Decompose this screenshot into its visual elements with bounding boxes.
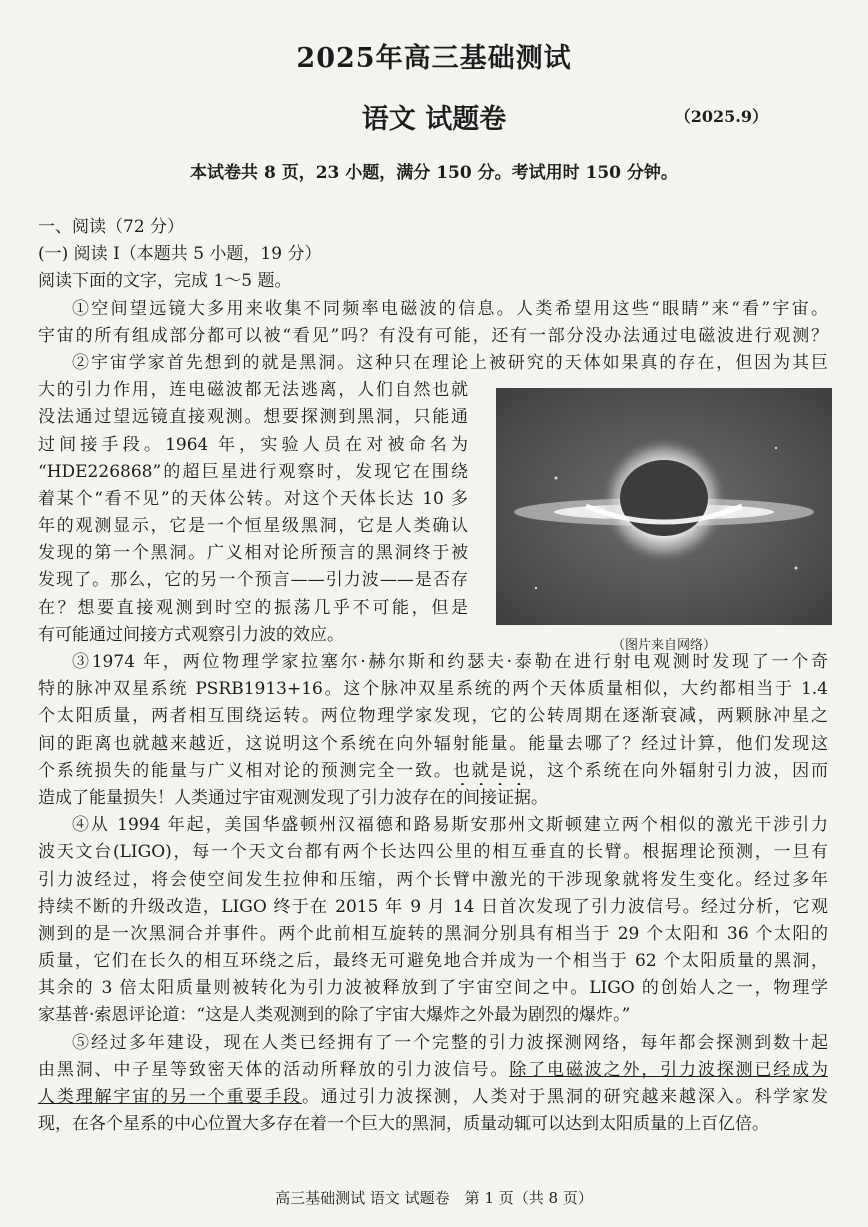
para2-line: 发现的第一个黑洞。广义相对论所预言的黑洞终于被: [38, 543, 468, 564]
underlined-text: 人类理解宇宙的另一个重要手段: [38, 1087, 302, 1107]
para2-line: ②宇宙学家首先想到的就是黑洞。这种只在理论上被研究的天体如果真的存在，但因为其巨: [72, 352, 828, 373]
para2-line: “HDE226868”的超巨星进行观察时，发现它在围绕: [38, 461, 468, 482]
para5-line: 现，在各个星系的中心位置大多存在着一个巨大的黑洞，质量动辄可以达到太阳质量的上百亿倍。: [38, 1114, 769, 1135]
para5-text: 。通过引力波探测，人类对于黑洞的研究越来越深入。科学家发: [301, 1087, 828, 1107]
black-hole-illustration: [496, 388, 832, 625]
section-subheading: (一) 阅读 I（本题共 5 小题，19 分）: [38, 244, 322, 265]
para5-line: ⑤经过多年建设，现在人类已经拥有了一个完整的引力波探测网络，每年都会探测到数十起: [72, 1032, 828, 1053]
para2-line: 大的引力作用，连电磁波都无法逃离，人们自然也就: [38, 380, 468, 401]
exam-subtitle: 语文 试题卷: [361, 104, 507, 135]
para3-text: 个系统损失的能量与广义相对论的预测完全一致。: [38, 760, 453, 781]
para5-line: [38, 1084, 828, 1111]
para4-line: 家基普·索恩评论道：“这是人类观测到的除了宇宙大爆炸之外最为剧烈的爆炸。”: [38, 1005, 631, 1026]
para3-line: [38, 758, 828, 785]
para4-line: 持续不断的升级改造，LIGO 终于在 2015 年 9 月 14 日首次发现了引力波信号。经过分析，它观: [38, 896, 828, 917]
para3-line: ③1974 年，两位物理学家拉塞尔·赫尔斯和约瑟夫·泰勒在进行射电观测时发现了一个奇: [72, 652, 828, 672]
para5-text: 由黑洞、中子星等致密天体的活动所释放的引力波信号。: [38, 1059, 510, 1080]
para3-line: 个太阳质量，两者相互围绕运转。两位物理学家发现，它的公转周期在逐渐衰减，两颗脉冲星之: [38, 706, 828, 727]
para3-line: 特的脉冲双星系统 PSRB1913+16。这个脉冲双星系统的两个天体质量相似，大约都相当于 1.4: [38, 679, 828, 700]
para2-line: 过间接手段。1964 年，实验人员在对被命名为: [38, 434, 468, 455]
para1-line: 宇宙的所有组成部分都可以被“看见”吗？有没有可能，还有一部分没办法通过电磁波进行观测？: [38, 325, 828, 346]
underlined-text: 除了电磁波之外，引力波探测已经成为: [509, 1059, 828, 1080]
para2-line: 有可能通过间接方式观察引力波的效应。: [38, 624, 344, 645]
emphasis-text: 也就是说: [452, 760, 529, 781]
para2-line: 年的观测显示，它是一个恒星级黑洞，它是人类确认: [38, 516, 468, 537]
section-instruction: 阅读下面的文字，完成 1～5 题。: [38, 271, 292, 292]
para5-line: [38, 1057, 828, 1084]
para4-line: 其余的 3 倍太阳质量则被转化为引力波被释放到了宇宙空间之中。LIGO 的创始人之一，物理学: [38, 978, 828, 999]
exam-notice: 本试卷共 8 页，23 小题，满分 150 分。考试用时 150 分钟。: [190, 163, 678, 183]
exam-title: 2025年高三基础测试: [296, 43, 572, 74]
para1-line: ①空间望远镜大多用来收集不同频率电磁波的信息。人类希望用这些“眼睛”来“看”宇宙。: [72, 298, 828, 319]
para4-line: 测到的是一次黑洞合并事件。两个此前相互旋转的黑洞分别具有相当于 29 个太阳和 36 个太阳的: [38, 923, 828, 944]
para4-line: 质量，它们在长久的相互环绕之后，最终无可避免地合并成为一个相当于 62 个太阳质量的黑洞，: [38, 951, 828, 972]
para2-line: 没法通过望远镜直接观测。想要探测到黑洞，只能通: [38, 407, 468, 428]
black-hole-image: [496, 388, 832, 625]
section-heading: 一、阅读（72 分）: [38, 217, 185, 237]
para2-line: 着某个“看不见”的天体公转。对这个天体长达 10 多: [38, 488, 468, 509]
exam-date: （2025.9）: [674, 107, 768, 126]
page-footer: 高三基础测试 语文 试题卷 第 1 页（共 8 页）: [275, 1189, 593, 1207]
para2-line: 发现了。那么，它的另一个预言——引力波——是否存: [38, 570, 468, 591]
para4-line: 波天文台(LIGO)，每一个天文台都有两个长达四公里的相互垂直的长臂。根据理论预测，一旦有: [38, 842, 828, 863]
figure-caption: （图片来自网络）: [611, 638, 716, 653]
para3-line: 间的距离也就越来越近，这说明这个系统在向外辐射能量。能量去哪了？经过计算，他们发现这: [38, 733, 828, 754]
para4-line: ④从 1994 年起，美国华盛顿州汉福德和路易斯安那州文斯顿建立两个相似的激光干涉引力: [72, 815, 828, 836]
para4-line: 引力波经过，将会使空间发生拉伸和压缩，两个长臂中激光的干涉现象就将发生变化。经过多年: [38, 869, 828, 890]
reading-body: [38, 214, 828, 1138]
para3-text: ，这个系统在向外辐射引力波，因而: [528, 760, 828, 781]
para3-line: 造成了能量损失！人类通过宇宙观测发现了引力波存在的间接证据。: [38, 787, 548, 808]
para2-line: 在？想要直接观测到时空的振荡几乎不可能，但是: [38, 597, 468, 618]
